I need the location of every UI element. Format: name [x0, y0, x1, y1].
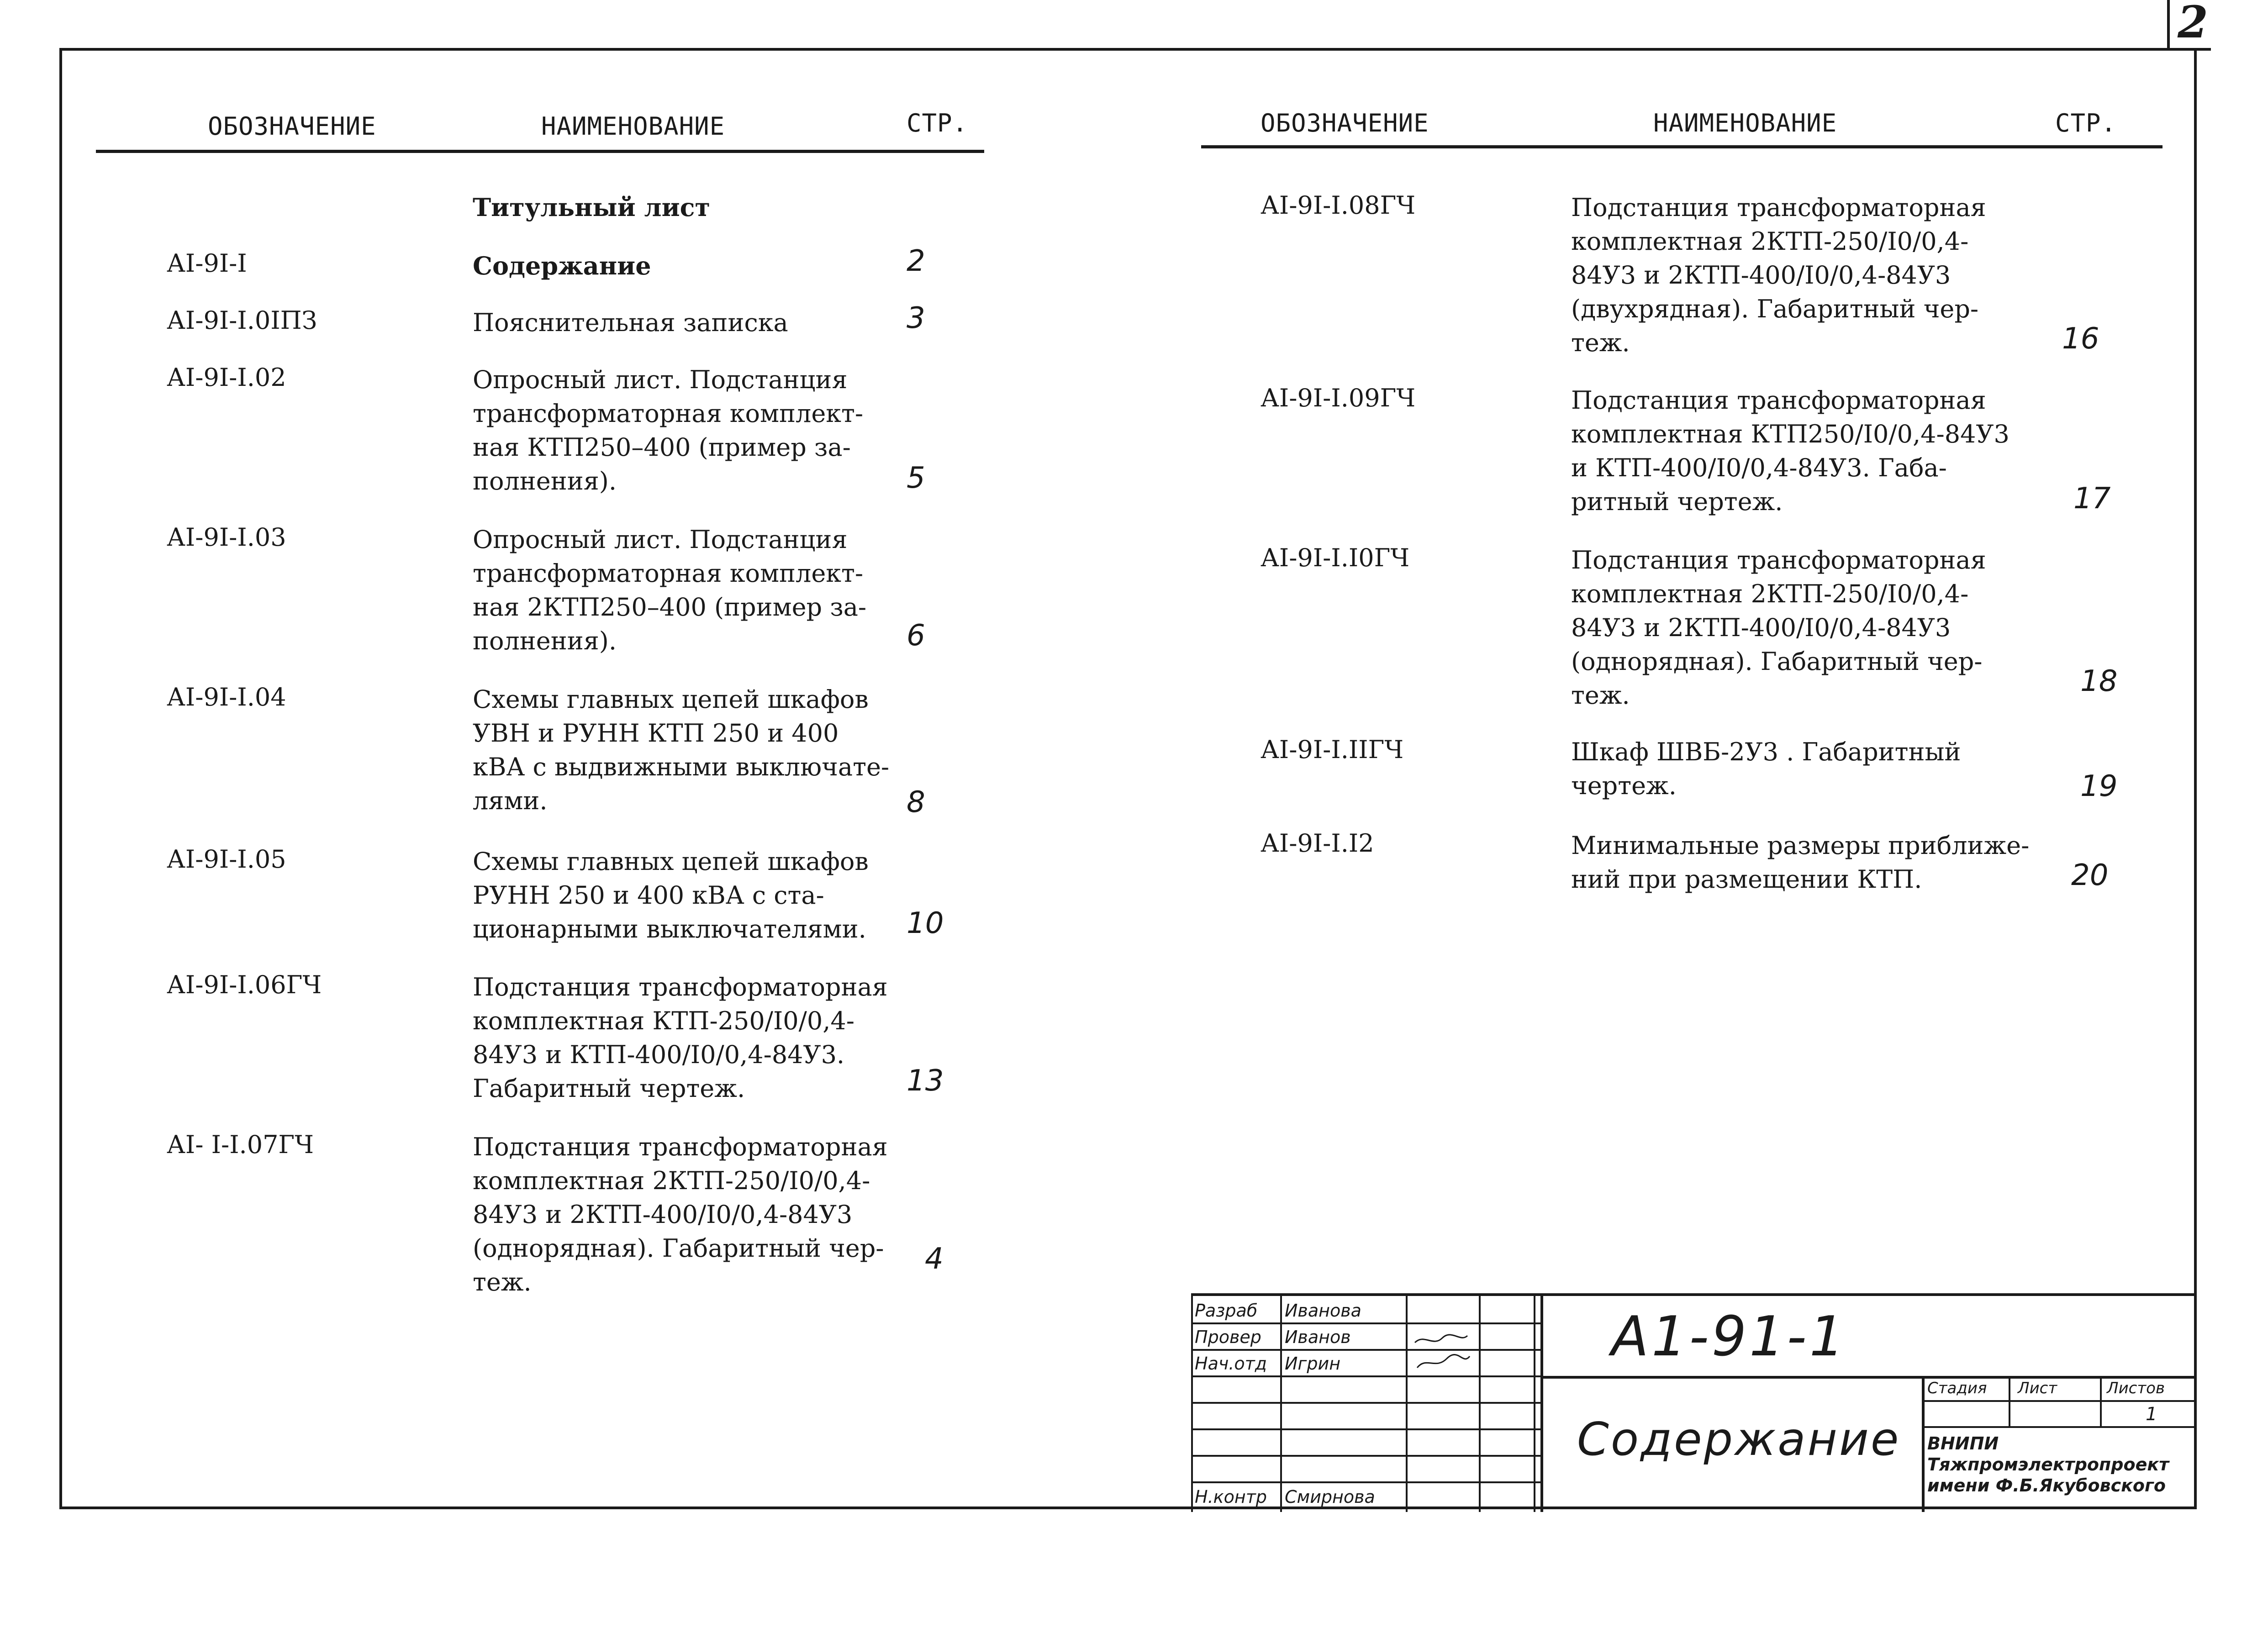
stamp-rule — [1191, 1349, 1540, 1351]
row-page: 2 — [907, 244, 925, 278]
document-title: Содержание — [1577, 1412, 1901, 1466]
row-name: Подстанция трансформаторная комплектная 2КТП-250/I0/0,4- 84У3 и 2КТП-400/I0/0,4-84У3 (однорядная). Габаритный чер- теж. — [1571, 546, 1986, 710]
left-header-designation: ОБОЗНАЧЕНИЕ — [208, 112, 376, 141]
row-code: АI-9I-I.I0ГЧ — [1261, 543, 1410, 572]
stamp-name: Иванова — [1285, 1301, 1361, 1321]
stamp-rule — [1191, 1375, 1540, 1377]
row-code: АI-9I-I.I2 — [1261, 829, 1374, 858]
row-page: 5 — [907, 461, 925, 495]
row-code: АI-9I-I.0IПЗ — [167, 306, 317, 335]
row-page: 19 — [2080, 769, 2118, 803]
row-name: Схемы главных цепей шкафов РУНН 250 и 400 кВА с ста- ционарными выключателями. — [473, 847, 869, 943]
signature-mark — [1410, 1324, 1474, 1375]
stamp-name: Игрин — [1285, 1354, 1341, 1374]
row-code: АI-9I-I.06ГЧ — [167, 970, 322, 999]
stamp-rule — [1922, 1426, 2197, 1428]
document-code: А1-91-1 — [1611, 1305, 1847, 1369]
frame-tab — [2167, 0, 2170, 50]
stamp-rule — [1922, 1400, 2197, 1402]
stamp-rule — [1479, 1296, 1481, 1512]
stamp-rule — [1406, 1296, 1408, 1512]
stamp-role: Н.контр — [1195, 1487, 1267, 1507]
row-name: Содержание — [473, 251, 651, 280]
stamp-rule — [1540, 1296, 1543, 1512]
row-page: 10 — [907, 906, 944, 940]
row-page: 6 — [907, 619, 925, 653]
organization: ВНИПИ Тяжпромэлектропроект имени Ф.Б.Якубовского — [1927, 1433, 2169, 1496]
stamp-rule — [1191, 1322, 1540, 1324]
stamp-role: Разраб — [1195, 1301, 1258, 1321]
row-name: Опросный лист. Подстанция трансформаторная комплект- ная 2КТП250–400 (пример за- полнения). — [473, 525, 867, 655]
frame-tab-line — [2170, 48, 2211, 51]
stamp-rule — [1191, 1402, 1540, 1404]
stamp-rule — [1191, 1481, 1540, 1483]
row-page: 20 — [2071, 859, 2109, 892]
right-header-page: СТР. — [2055, 109, 2117, 137]
row-code: АI-9I-I.08ГЧ — [1261, 191, 1416, 220]
row-page: 8 — [907, 785, 925, 819]
stamp-name: Смирнова — [1285, 1487, 1375, 1507]
stamp-rule — [1922, 1376, 1925, 1512]
stamp-rule — [1191, 1296, 1193, 1512]
row-code: АI-9I-I.04 — [167, 683, 286, 711]
row-name: Подстанция трансформаторная комплектная 2КТП-250/I0/0,4- 84У3 и 2КТП-400/I0/0,4-84У3 (однорядная). Габаритный чер- теж. — [473, 1133, 888, 1296]
row-name: Подстанция трансформаторная комплектная 2КТП-250/I0/0,4- 84У3 и 2КТП-400/I0/0,4-84У3 (двухрядная). Габаритный чер- теж. — [1571, 193, 1986, 357]
row-name: Опросный лист. Подстанция трансформаторная комплект- ная КТП250–400 (пример за- полнения). — [473, 365, 864, 495]
stage-header: Стадия — [1927, 1379, 1987, 1397]
stamp-rule — [1191, 1428, 1540, 1430]
stamp-role: Провер — [1195, 1327, 1261, 1347]
row-page: 4 — [925, 1242, 944, 1276]
row-name: Минимальные размеры приближе- ний при размещении КТП. — [1571, 831, 2030, 894]
stamp-role: Нач.отд — [1195, 1354, 1267, 1374]
row-name: Шкаф ШВБ-2У3 . Габаритный чертеж. — [1571, 737, 1961, 800]
row-name: Титульный лист — [473, 193, 710, 222]
row-page: 18 — [2080, 664, 2118, 698]
stamp-name: Иванов — [1285, 1327, 1351, 1347]
row-code: АI- I-I.07ГЧ — [167, 1130, 314, 1159]
row-code: АI-9I-I.05 — [167, 845, 286, 874]
stamp-rule — [1534, 1296, 1535, 1512]
left-header-name: НАИМЕНОВАНИЕ — [541, 112, 725, 141]
stamp-rule — [1191, 1455, 1540, 1457]
right-header-designation: ОБОЗНАЧЕНИЕ — [1261, 109, 1429, 137]
right-header-rule — [1201, 145, 2163, 148]
sheets-value: 1 — [2146, 1404, 2157, 1425]
sheet-header: Лист — [2018, 1379, 2057, 1397]
row-page: 13 — [907, 1064, 944, 1098]
stamp-rule — [1280, 1296, 1282, 1512]
title-block — [1191, 1293, 2197, 1509]
row-code: АI-9I-I.02 — [167, 363, 286, 392]
row-name: Подстанция трансформаторная комплектная КТП-250/I0/0,4- 84У3 и КТП-400/I0/0,4-84У3. Габаритный чертеж. — [473, 973, 888, 1103]
row-code: АI-9I-I — [167, 249, 247, 278]
row-code: АI-9I-I.09ГЧ — [1261, 384, 1416, 412]
row-page: 17 — [2073, 482, 2111, 516]
row-page: 16 — [2062, 322, 2099, 356]
left-header-rule — [96, 150, 984, 153]
row-code: АI-9I-I.03 — [167, 523, 286, 552]
row-page: 3 — [907, 301, 925, 335]
left-header-page: СТР. — [907, 109, 968, 137]
row-name: Пояснительная записка — [473, 308, 788, 337]
row-name: Подстанция трансформаторная комплектная КТП250/I0/0,4-84У3 и КТП-400/I0/0,4-84У3. Габа- ритный чертеж. — [1571, 386, 2010, 516]
right-header-name: НАИМЕНОВАНИЕ — [1653, 109, 1837, 137]
row-name: Схемы главных цепей шкафов УВН и РУНН КТП 250 и 400 кВА с выдвижными выключате- лями. — [473, 685, 890, 815]
sheets-header: Листов — [2107, 1379, 2165, 1397]
row-code: АI-9I-I.IIГЧ — [1261, 735, 1404, 764]
stamp-rule — [1543, 1376, 2197, 1379]
sheet-number: 2 — [2178, 0, 2208, 48]
